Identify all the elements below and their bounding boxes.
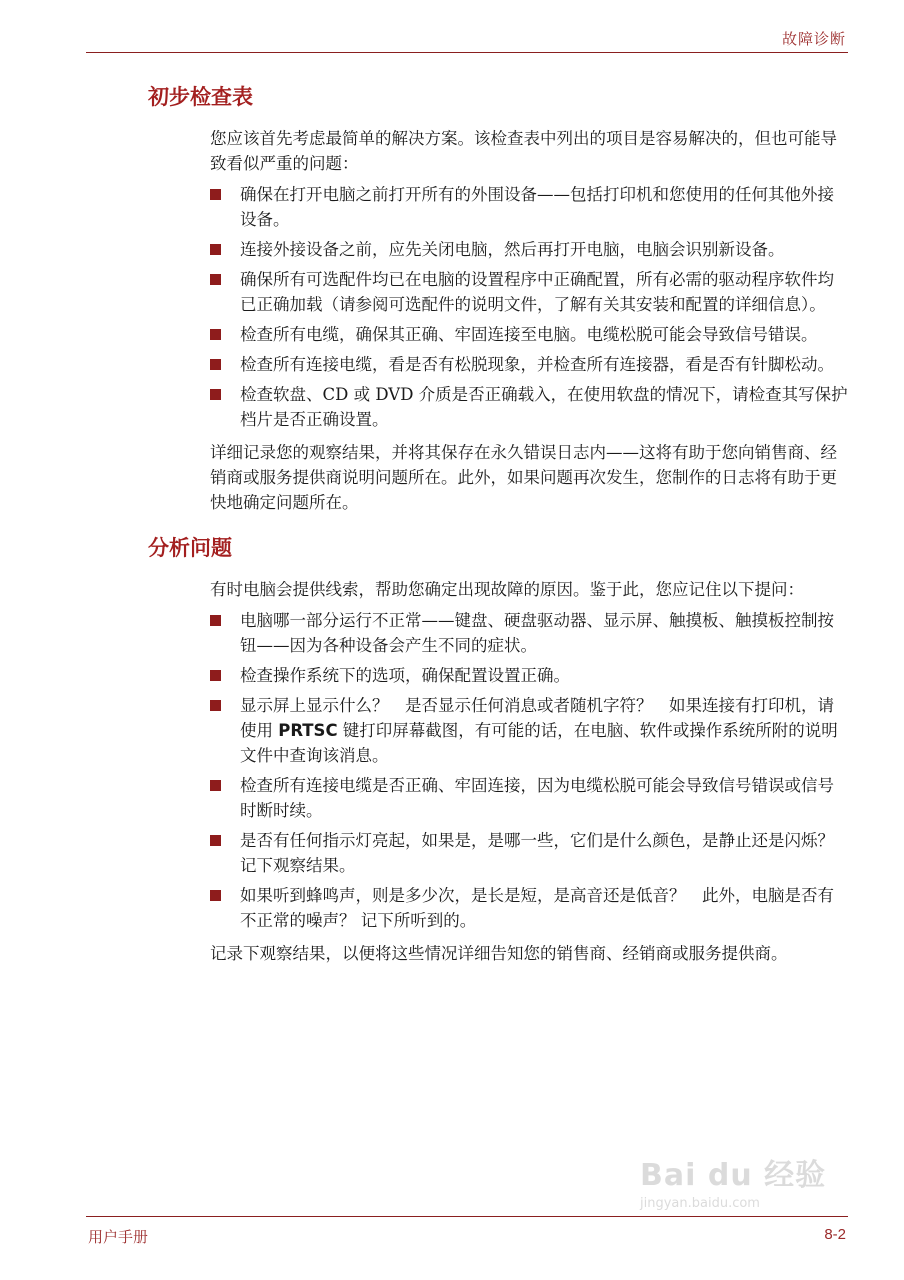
- question-items: [210, 608, 850, 933]
- text-fragment: 键打印屏幕截图，有可能的话，在电脑、软件或操作系统所附的说明文件中查询该消息。: [240, 721, 838, 765]
- list-item: [210, 828, 850, 878]
- square-bullet-icon: [210, 780, 221, 791]
- header-divider: [86, 52, 848, 53]
- section-outro: 详细记录您的观察结果，并将其保存在永久错误日志内——这将有助于您向销售商、经销商或服务提供商说明问题所在。此外，如果问题再次发生，您制作的日志将有助于更快地确定问题所在。: [210, 443, 837, 512]
- checklist-items: [210, 182, 850, 432]
- list-item-text: 检查所有连接电缆是否正确、牢固连接，因为电缆松脱可能会导致信号错误或信号时断时续。: [240, 776, 834, 820]
- list-item: [210, 663, 850, 688]
- list-item: [210, 693, 850, 768]
- square-bullet-icon: [210, 835, 221, 846]
- footer-divider: [86, 1216, 848, 1217]
- square-bullet-icon: [210, 359, 221, 370]
- page-number: 8-2: [824, 1226, 846, 1243]
- list-item: [210, 608, 850, 658]
- text-fragment: 显示屏上显示什么？ 是否显示任何消息或者随机字符？ 如果连接有打印机，请使用: [240, 696, 834, 740]
- footer-manual-title: 用户手册: [88, 1228, 149, 1246]
- key-name-prtsc: PRTSC: [278, 721, 338, 740]
- section-outro: 记录下观察结果，以便将这些情况详细告知您的销售商、经销商或服务提供商。: [210, 944, 788, 963]
- list-item-text: 检查所有连接电缆，看是否有松脱现象，并检查所有连接器，看是否有针脚松动。: [240, 355, 834, 374]
- square-bullet-icon: [210, 329, 221, 340]
- square-bullet-icon: [210, 389, 221, 400]
- section-intro: 您应该首先考虑最简单的解决方案。该检查表中列出的项目是容易解决的，但也可能导致看似严重的问题：: [210, 129, 837, 173]
- watermark-logo: Bai du 经验: [640, 1158, 827, 1193]
- baidu-watermark: [640, 1150, 860, 1230]
- square-bullet-icon: [210, 274, 221, 285]
- section-heading: 分析问题: [148, 536, 232, 560]
- section-intro: 有时电脑会提供线索，帮助您确定出现故障的原因。鉴于此，您应记住以下提问：: [210, 580, 804, 599]
- section-checklist: [148, 82, 850, 515]
- list-item-text: 连接外接设备之前，应先关闭电脑，然后再打开电脑，电脑会识别新设备。: [240, 240, 785, 259]
- list-item: [210, 382, 850, 432]
- list-item-text: 确保所有可选配件均已在电脑的设置程序中正确配置，所有必需的驱动程序软件均已正确加载（请参阅可选配件的说明文件，了解有关其安装和配置的详细信息）。: [240, 270, 834, 314]
- list-item-text: 检查所有电缆，确保其正确、牢固连接至电脑。电缆松脱可能会导致信号错误。: [240, 325, 818, 344]
- list-item-text: 检查操作系统下的选项，确保配置设置正确。: [240, 666, 570, 685]
- section-heading: 初步检查表: [148, 85, 253, 109]
- square-bullet-icon: [210, 890, 221, 901]
- square-bullet-icon: [210, 700, 221, 711]
- list-item: [210, 267, 850, 317]
- list-item: [210, 237, 850, 262]
- list-item-text: 是否有任何指示灯亮起，如果是，是哪一些，它们是什么颜色，是静止还是闪烁？ 记下观察结果。: [240, 831, 834, 875]
- section-analysis: [148, 533, 850, 966]
- square-bullet-icon: [210, 670, 221, 681]
- list-item: [210, 182, 850, 232]
- running-header-title: 故障诊断: [781, 30, 846, 48]
- list-item: [210, 352, 850, 377]
- list-item-text: 电脑哪一部分运行不正常——键盘、硬盘驱动器、显示屏、触摸板、触摸板控制按钮——因为各种设备会产生不同的症状。: [240, 611, 834, 655]
- list-item-text: 检查软盘、CD 或 DVD 介质是否正确载入，在使用软盘的情况下，请检查其写保护档片是否正确设置。: [240, 385, 848, 429]
- watermark-url: jingyan.baidu.com: [640, 1196, 760, 1211]
- square-bullet-icon: [210, 189, 221, 200]
- list-item: [210, 322, 850, 347]
- page-content: [148, 82, 850, 984]
- list-item: [210, 773, 850, 823]
- list-item-text: 如果听到蜂鸣声，则是多少次，是长是短，是高音还是低音？ 此外，电脑是否有不正常的噪声？ 记下所听到的。: [240, 886, 834, 930]
- list-item: [210, 883, 850, 933]
- square-bullet-icon: [210, 244, 221, 255]
- square-bullet-icon: [210, 615, 221, 626]
- list-item-text: [240, 696, 838, 765]
- list-item-text: 确保在打开电脑之前打开所有的外围设备——包括打印机和您使用的任何其他外接设备。: [240, 185, 834, 229]
